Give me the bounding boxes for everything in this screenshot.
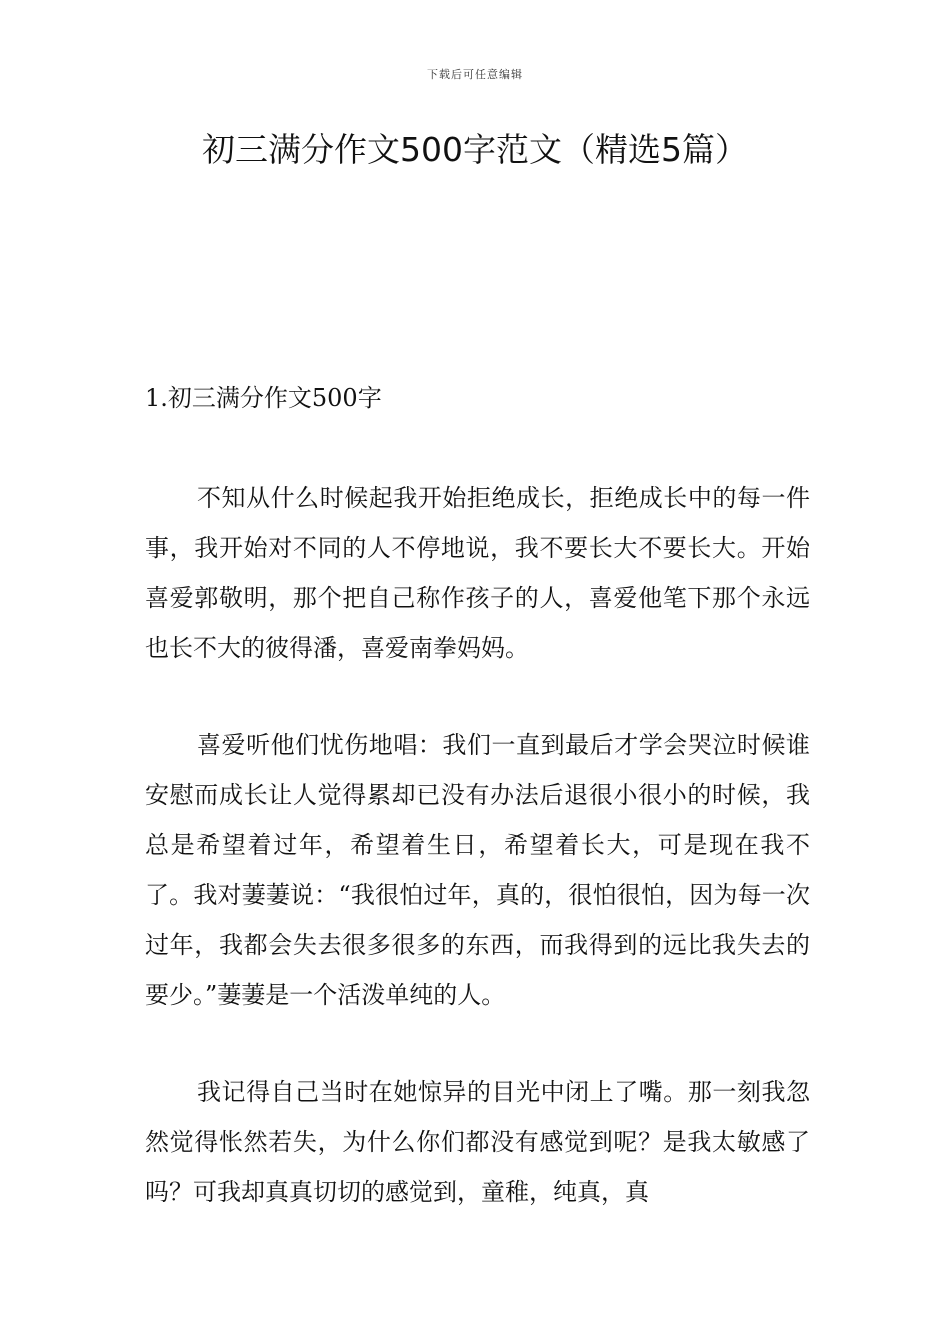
section-heading: 1.初三满分作文500字 [145,384,382,412]
body-paragraph-1: 不知从什么时候起我开始拒绝成长，拒绝成长中的每一件事，我开始对不同的人不停地说，我不要长大不要长大。开始喜爱郭敬明，那个把自己称作孩子的人，喜爱他笔下那个永远也长不大的彼得潘，喜爱南拳妈妈。 [145,484,810,662]
body-paragraph-3: 我记得自己当时在她惊异的目光中闭上了嘴。那一刻我忽然觉得怅然若失，为什么你们都没有感觉到呢？是我太敏感了吗？可我却真真切切的感觉到，童稚，纯真，真 [145,1078,810,1206]
header-note: 下载后可任意编辑 [427,68,523,81]
document-title: 初三满分作文500字范文（精选5篇） [202,130,748,169]
body-paragraph-2: 喜爱听他们忧伤地唱：我们一直到最后才学会哭泣时候谁安慰而成长让人觉得累却已没有办法后退很小很小的时候，我总是希望着过年，希望着生日，希望着长大，可是现在我不了。我对萋萋说：“我很怕过年，真的，很怕很怕，因为每一次过年，我都会失去很多很多的东西，而我得到的远比我失去的要少。”萋萋是一个活泼单纯的人。 [145,731,810,1009]
